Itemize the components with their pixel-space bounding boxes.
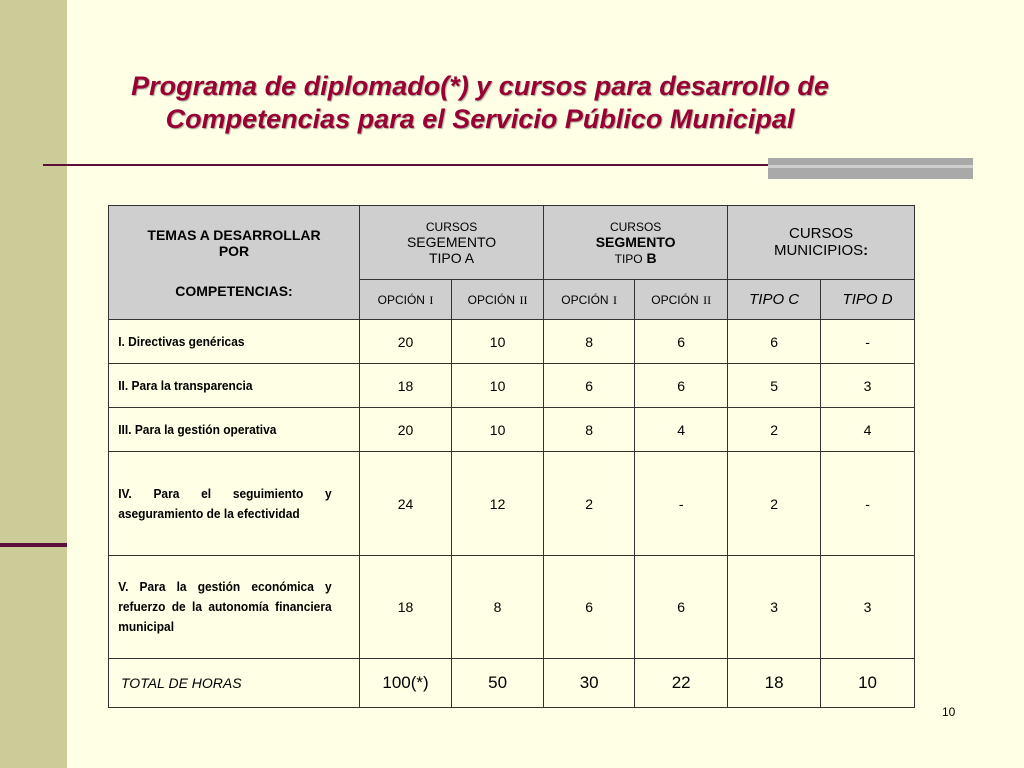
total-value: 22 (635, 659, 728, 708)
cell-value: - (821, 452, 915, 556)
page-number: 10 (942, 705, 956, 719)
cell-value: 24 (360, 452, 452, 556)
cell-value: 12 (452, 452, 544, 556)
cell-value: 6 (544, 364, 635, 408)
row-label: V. Para la gestión económica y refuerzo de la autonomía financiera municipal (118, 579, 332, 634)
table-row (109, 408, 915, 452)
total-value: 18 (728, 659, 821, 708)
subheader-a2-text: OPCIÓN (467, 292, 516, 307)
cell-value: 8 (452, 556, 544, 659)
subheader-a-opcion-1 (360, 280, 452, 320)
row-label: IV. Para el seguimiento y aseguramiento de la efectividad (118, 485, 332, 521)
topics-header-line3: COMPETENCIAS: (175, 282, 293, 299)
cell-value: 6 (728, 320, 821, 364)
subheader-b1-text: OPCIÓN (561, 292, 609, 307)
subheader-a-opcion-2 (452, 280, 544, 320)
group-a-line1: CURSOS (425, 219, 478, 234)
subheader-a2-num: II (519, 292, 528, 307)
row-label-cell (109, 556, 360, 659)
cell-value: 3 (728, 556, 821, 659)
cell-value: 6 (544, 556, 635, 659)
group-a-line2: SEGEMENTO (406, 233, 497, 250)
total-value: 50 (452, 659, 544, 708)
group-b-line2: SEGMENTO (595, 233, 676, 250)
subheader-b-opcion-2 (635, 280, 728, 320)
total-row (109, 659, 915, 708)
total-value: 100(*) (360, 659, 452, 708)
table-row (109, 452, 915, 556)
title-accent-bar (768, 158, 973, 179)
cell-value: 18 (360, 556, 452, 659)
table-row (109, 320, 915, 364)
slide-title-line2: Competencias para el Servicio Público Municipal (165, 104, 795, 134)
cell-value: 20 (360, 408, 452, 452)
subheader-tipo-d: TIPO D (821, 280, 915, 320)
subheader-b2-text: OPCIÓN (651, 292, 699, 307)
group-header-segment-a (360, 206, 544, 280)
cell-value: 6 (635, 364, 728, 408)
group-b-line3-small: TIPO (614, 251, 643, 266)
left-decor-band (0, 0, 67, 768)
total-label: TOTAL DE HORAS (109, 659, 360, 708)
table-row (109, 364, 915, 408)
subheader-a1-text: OPCIÓN (377, 292, 425, 307)
group-b-line1: CURSOS (609, 219, 662, 234)
left-decor-rule (0, 543, 67, 547)
cell-value: 4 (821, 408, 915, 452)
group-b-line3-letter: B (646, 249, 657, 266)
group-header-segment-b (544, 206, 728, 280)
cell-value: 2 (544, 452, 635, 556)
header-row-groups (109, 206, 915, 280)
topics-header-line2: POR (218, 242, 250, 259)
row-label: I. Directivas genéricas (118, 333, 245, 349)
cell-value: - (635, 452, 728, 556)
group-m-line1: CURSOS (788, 225, 854, 242)
cell-value: - (821, 320, 915, 364)
cell-value: 2 (728, 408, 821, 452)
cell-value: 10 (452, 408, 544, 452)
group-m-line2: MUNICIPIOS (773, 242, 864, 259)
row-label: III. Para la gestión operativa (118, 421, 277, 437)
row-label-cell (109, 408, 360, 452)
subheader-b-opcion-1 (544, 280, 635, 320)
slide-title (80, 70, 880, 136)
cell-value: 20 (360, 320, 452, 364)
total-value: 30 (544, 659, 635, 708)
cell-value: 18 (360, 364, 452, 408)
subheader-tipo-c: TIPO C (728, 280, 821, 320)
cell-value: 10 (452, 320, 544, 364)
subheader-b2-num: II (703, 292, 712, 307)
cell-value: 4 (635, 408, 728, 452)
row-label-cell (109, 452, 360, 556)
cell-value: 2 (728, 452, 821, 556)
row-label-cell (109, 364, 360, 408)
row-label: II. Para la transparencia (118, 377, 253, 393)
cell-value: 10 (452, 364, 544, 408)
cell-value: 5 (728, 364, 821, 408)
cell-value: 6 (635, 320, 728, 364)
total-value: 10 (821, 659, 915, 708)
group-m-line2-colon: : (863, 242, 869, 259)
title-underline (43, 164, 770, 166)
subheader-a1-num: I (429, 292, 434, 307)
group-header-municipios (728, 206, 915, 280)
row-label-cell (109, 320, 360, 364)
cell-value: 8 (544, 408, 635, 452)
cell-value: 6 (635, 556, 728, 659)
subheader-b1-num: I (613, 292, 618, 307)
competencies-hours-table (108, 205, 915, 708)
cell-value: 8 (544, 320, 635, 364)
cell-value: 3 (821, 364, 915, 408)
table-row (109, 556, 915, 659)
group-a-line3: TIPO A (428, 249, 475, 266)
slide-title-line1: Programa de diplomado(*) y cursos para desarrollo de (131, 71, 829, 101)
topics-header-cell (109, 206, 360, 320)
cell-value: 3 (821, 556, 915, 659)
topics-header-line1: TEMAS A DESARROLLAR (147, 226, 321, 243)
